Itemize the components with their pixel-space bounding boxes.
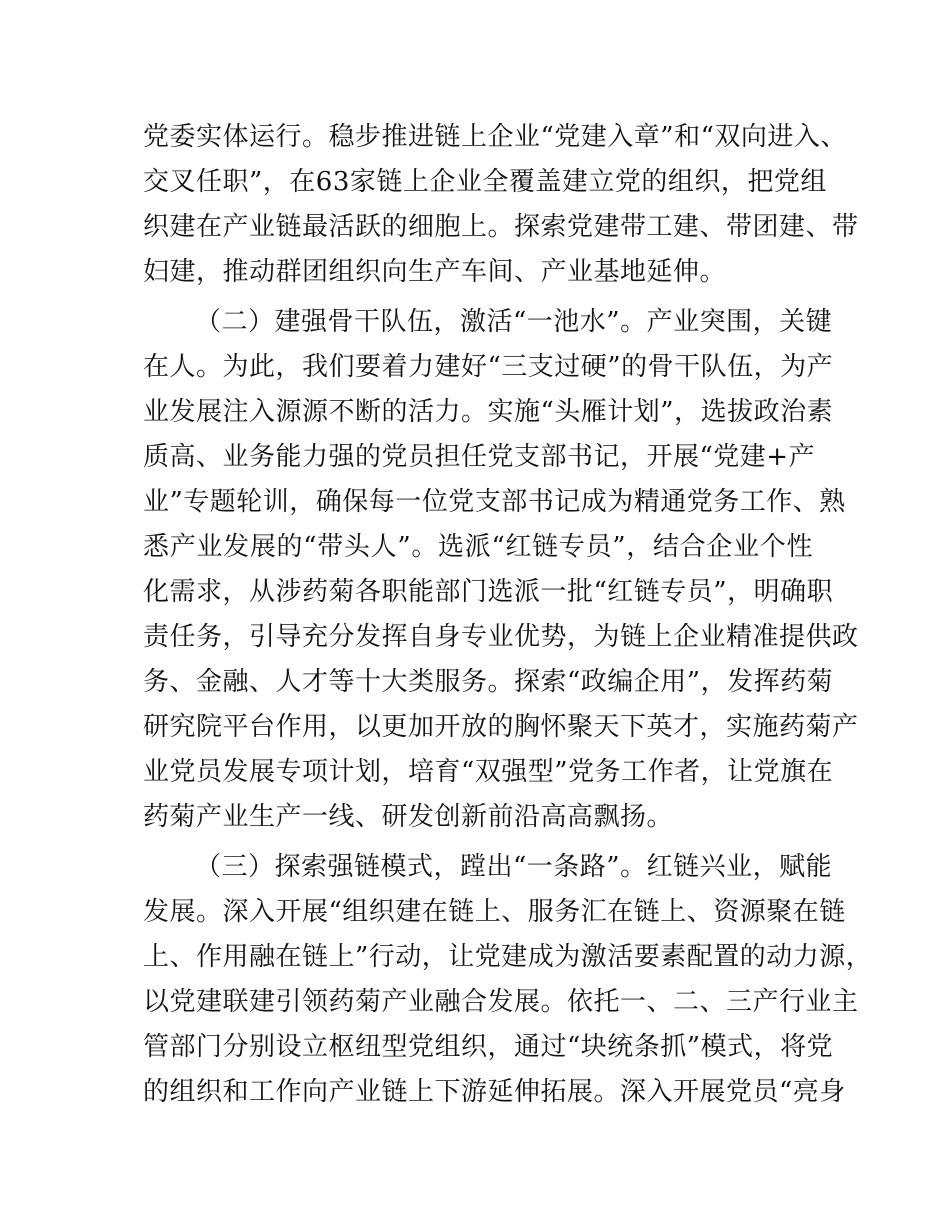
text-line-13: 务、金融、人才等十大类服务。探索“政编企用”，发挥药菊 <box>143 667 834 697</box>
text-line-14: 研究院平台作用，以更加开放的胸怀聚天下英才，实施药菊产 <box>143 712 859 742</box>
text-line-15: 业党员发展专项计划，培育“双强型”党务工作者，让党旗在 <box>143 757 834 787</box>
text-line-8: 质高、业务能力强的党员担任党支部书记，开展“党建+产 <box>143 442 816 472</box>
text-line-16: 药菊产业生产一线、研发创新前沿高高飘扬。 <box>143 802 674 832</box>
text-line-2: 交叉任职”，在63家链上企业全覆盖建立党的组织，把党组 <box>143 167 827 197</box>
text-line-6: 在人。为此，我们要着力建好“三支过硬”的骨干队伍，为产 <box>143 352 834 382</box>
text-line-7: 业发展注入源源不断的活力。实施“头雁计划”，选拔政治素 <box>143 397 834 427</box>
text-line-20: 以党建联建引领药菊产业融合发展。依托一、二、三产行业主 <box>143 987 859 1017</box>
text-line-21: 管部门分别设立枢纽型党组织，通过“块统条抓”模式，将党 <box>143 1032 834 1062</box>
paragraph-2-heading-line: （二）建强骨干队伍，激活“一池水”。产业突围，关键 <box>195 307 833 337</box>
text-line-1: 党委实体运行。稳步推进链上企业“党建入章”和“双向进入、 <box>143 122 847 152</box>
text-line-9: 业”专题轮训，确保每一位党支部书记成为精通党务工作、熟 <box>143 487 846 517</box>
text-line-11: 化需求，从涉药菊各职能部门选派一批“红链专员”，明确职 <box>143 577 834 607</box>
text-line-19: 上、作用融在链上”行动，让党建成为激活要素配置的动力源， <box>143 942 873 972</box>
text-line-10: 悉产业发展的“带头人”。选派“红链专员”，结合企业个性 <box>143 532 813 562</box>
text-line-22: 的组织和工作向产业链上下游延伸拓展。深入开展党员“亮身 <box>143 1077 846 1107</box>
text-line-12: 责任务，引导充分发挥自身专业优势，为链上企业精准提供政 <box>143 622 859 652</box>
text-line-4: 妇建，推动群团组织向生产车间、产业基地延伸。 <box>143 257 727 287</box>
paragraph-3-heading-line: （三）探索强链模式，蹚出“一条路”。红链兴业，赋能 <box>195 852 833 882</box>
text-line-3: 织建在产业链最活跃的细胞上。探索党建带工建、带团建、带 <box>143 212 859 242</box>
text-line-18: 发展。深入开展“组织建在链上、服务汇在链上、资源聚在链 <box>143 897 846 927</box>
